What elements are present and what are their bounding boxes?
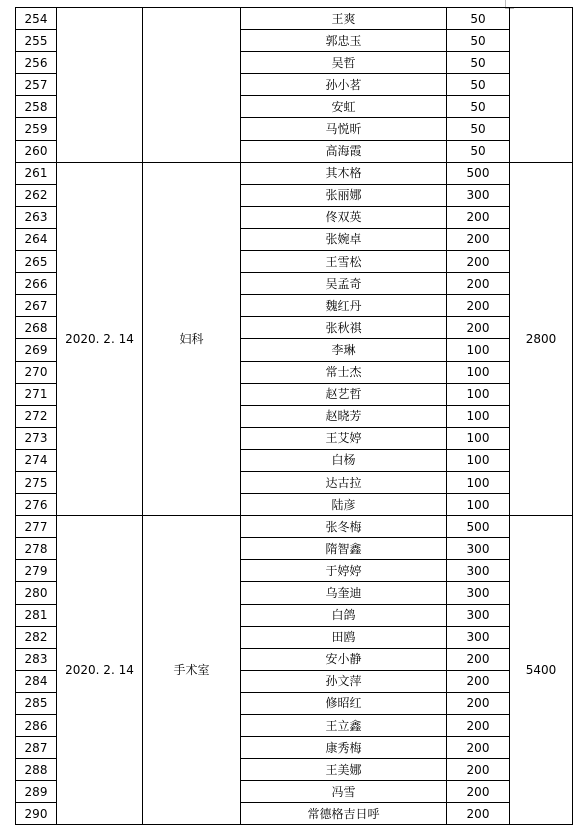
row-number: 267 [16, 295, 57, 317]
row-number: 262 [16, 184, 57, 206]
donation-amount: 300 [447, 626, 510, 648]
donation-amount: 200 [447, 273, 510, 295]
person-name: 赵晓芳 [241, 405, 447, 427]
row-number: 269 [16, 339, 57, 361]
person-name: 马悦昕 [241, 118, 447, 140]
group-date [57, 8, 143, 163]
donation-amount: 50 [447, 52, 510, 74]
person-name: 安虹 [241, 96, 447, 118]
person-name: 王艾婷 [241, 427, 447, 449]
person-name: 其木格 [241, 162, 447, 184]
row-number: 266 [16, 273, 57, 295]
row-number: 289 [16, 781, 57, 803]
row-number: 270 [16, 361, 57, 383]
row-number: 268 [16, 317, 57, 339]
person-name: 隋智鑫 [241, 538, 447, 560]
group-department: 妇科 [143, 162, 241, 516]
donation-amount: 300 [447, 560, 510, 582]
person-name: 白杨 [241, 449, 447, 471]
row-number: 255 [16, 30, 57, 52]
donation-amount: 100 [447, 383, 510, 405]
person-name: 修昭红 [241, 692, 447, 714]
donation-amount: 100 [447, 361, 510, 383]
donation-amount: 200 [447, 692, 510, 714]
donation-amount: 200 [447, 759, 510, 781]
donation-amount: 50 [447, 118, 510, 140]
person-name: 张丽娜 [241, 184, 447, 206]
row-number: 288 [16, 759, 57, 781]
donation-amount: 100 [447, 339, 510, 361]
row-number: 279 [16, 560, 57, 582]
row-number: 258 [16, 96, 57, 118]
group-department: 手术室 [143, 516, 241, 825]
donation-amount: 200 [447, 781, 510, 803]
row-number: 283 [16, 648, 57, 670]
row-number: 256 [16, 52, 57, 74]
person-name: 冯雪 [241, 781, 447, 803]
row-number: 275 [16, 471, 57, 493]
table-row [16, 516, 573, 538]
person-name: 魏红丹 [241, 295, 447, 317]
person-name: 高海霞 [241, 140, 447, 162]
person-name: 赵艺哲 [241, 383, 447, 405]
person-name: 孙文萍 [241, 670, 447, 692]
row-number: 278 [16, 538, 57, 560]
person-name: 李琳 [241, 339, 447, 361]
person-name: 佟双英 [241, 206, 447, 228]
donation-amount: 200 [447, 295, 510, 317]
person-name: 陆彦 [241, 494, 447, 516]
donation-table [15, 7, 573, 825]
person-name: 郭忠玉 [241, 30, 447, 52]
donation-amount: 100 [447, 449, 510, 471]
person-name: 常德格吉日呼 [241, 803, 447, 825]
donation-amount: 200 [447, 737, 510, 759]
person-name: 于婷婷 [241, 560, 447, 582]
donation-amount: 300 [447, 538, 510, 560]
person-name: 康秀梅 [241, 737, 447, 759]
row-number: 274 [16, 449, 57, 471]
row-number: 276 [16, 494, 57, 516]
donation-amount: 100 [447, 471, 510, 493]
group-date: 2020. 2. 14 [57, 162, 143, 516]
person-name: 王立鑫 [241, 715, 447, 737]
donation-amount: 200 [447, 648, 510, 670]
row-number: 271 [16, 383, 57, 405]
donation-amount: 300 [447, 184, 510, 206]
donation-amount: 100 [447, 427, 510, 449]
person-name: 王爽 [241, 8, 447, 30]
person-name: 张婉卓 [241, 228, 447, 250]
person-name: 吴孟奇 [241, 273, 447, 295]
row-number: 254 [16, 8, 57, 30]
row-number: 282 [16, 626, 57, 648]
row-number: 261 [16, 162, 57, 184]
donation-amount: 50 [447, 74, 510, 96]
row-number: 264 [16, 228, 57, 250]
person-name: 王美娜 [241, 759, 447, 781]
group-department [143, 8, 241, 163]
person-name: 吴哲 [241, 52, 447, 74]
donation-amount: 50 [447, 8, 510, 30]
row-number: 280 [16, 582, 57, 604]
donation-amount: 300 [447, 604, 510, 626]
person-name: 白鸽 [241, 604, 447, 626]
donation-amount: 200 [447, 206, 510, 228]
group-total: 5400 [510, 516, 573, 825]
group-date: 2020. 2. 14 [57, 516, 143, 825]
row-number: 263 [16, 206, 57, 228]
donation-amount: 200 [447, 803, 510, 825]
row-number: 259 [16, 118, 57, 140]
row-number: 285 [16, 692, 57, 714]
person-name: 田鸥 [241, 626, 447, 648]
donation-amount: 50 [447, 96, 510, 118]
table-row [16, 162, 573, 184]
donation-amount: 200 [447, 251, 510, 273]
donation-amount: 100 [447, 405, 510, 427]
row-number: 287 [16, 737, 57, 759]
donation-amount: 500 [447, 162, 510, 184]
donation-amount: 200 [447, 317, 510, 339]
row-number: 257 [16, 74, 57, 96]
person-name: 乌奎迪 [241, 582, 447, 604]
person-name: 王雪松 [241, 251, 447, 273]
person-name: 张秋祺 [241, 317, 447, 339]
person-name: 张冬梅 [241, 516, 447, 538]
person-name: 常士杰 [241, 361, 447, 383]
donation-amount: 200 [447, 670, 510, 692]
row-number: 272 [16, 405, 57, 427]
group-total [510, 8, 573, 163]
row-number: 284 [16, 670, 57, 692]
row-number: 277 [16, 516, 57, 538]
row-number: 260 [16, 140, 57, 162]
donation-amount: 100 [447, 494, 510, 516]
donation-amount: 500 [447, 516, 510, 538]
row-number: 286 [16, 715, 57, 737]
donation-amount: 200 [447, 228, 510, 250]
group-total: 2800 [510, 162, 573, 516]
donation-amount: 300 [447, 582, 510, 604]
donation-amount: 200 [447, 715, 510, 737]
table-row [16, 8, 573, 30]
donation-amount: 50 [447, 30, 510, 52]
row-number: 273 [16, 427, 57, 449]
donation-amount: 50 [447, 140, 510, 162]
row-number: 265 [16, 251, 57, 273]
person-name: 达古拉 [241, 471, 447, 493]
row-number: 290 [16, 803, 57, 825]
person-name: 安小静 [241, 648, 447, 670]
row-number: 281 [16, 604, 57, 626]
person-name: 孙小茗 [241, 74, 447, 96]
